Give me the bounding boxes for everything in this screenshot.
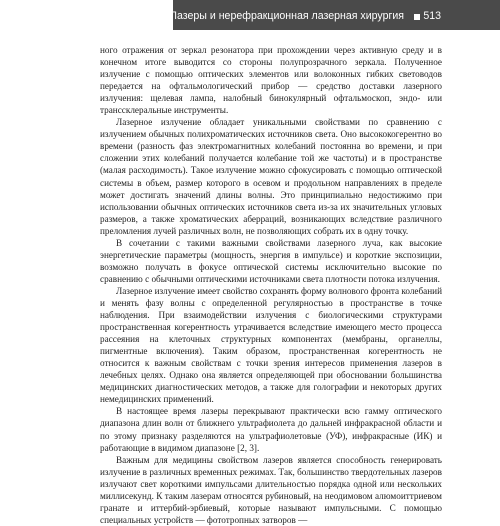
paragraph: В настоящее время лазеры перекрывают практически всю гамму оптического диапазона длин волн от ближнего ультрафиолета до дальней инфракрасной области и по этому признаку разделяются на ультрафиолетовые (УФ), инфракрасные (ИК) и работающие в видимом диапазоне [2, 3]. [100, 406, 442, 453]
paragraph: Лазерное излучение имеет свойство сохранять форму волнового фронта колебаний и менять фазу волны с определенной регулярностью в пространстве в точке наблюдения. При взаимодействии излучения с биологическими структурами пространственная когерентность утрачивается вследствие имеющего место процесса рассеяния на клеточных структурных компонентах (мембраны, органеллы, пигментные включения). Таким образом, пространственная когерентность не относится к важным свойствам с точки зрения интересов применения лазеров в лечебных целях. Однако она является определяющей при обосновании большинства медицинских диагностических методов, а также для голографии и некоторых других немедицинских применений. [100, 285, 442, 405]
paragraph: В сочетании с такими важными свойствами лазерного луча, как высокие энергетические параметры (мощность, энергия в импульсе) и короткие экспозиции, возможно получать в фокусе оптической системы исключительно высокие по сравнению с обычными оптическими источниками света плотности потока излучения. [100, 237, 442, 284]
header-title: Лазеры и нерефракционная лазерная хирургия [170, 10, 404, 22]
paragraph: ного отражения от зеркал резонатора при прохождении через активную среду и в конечном итоге выводится со стороны полупрозрачного зеркала. Полученное излучение с помощью оптических элементов или волоконных гибких световодов передается на офтальмологический прибор — средство доставки лазерного излучения: щелевая лампа, налобный бинокулярный офтальмоскоп, эндо- или транссклеральные инструменты. [100, 45, 442, 116]
paragraph: Важным для медицины свойством лазеров является способность генерировать излучение в различных временных режимах. Так, большинство твердотельных лазеров излучают свет короткими импульсами длительностью порядка одной или нескольких миллисекунд. К таким лазерам относятся рубиновый, на неодимовом алюмоиттриевом гранате и иттербий-эрбиевый, которые называют импульсными. С помощью специальных устройств — фототропных затворов — [100, 454, 442, 525]
body-text [100, 44, 442, 526]
square-bullet-icon [414, 14, 420, 20]
paragraph: Лазерное излучение обладает уникальными свойствами по сравнению с излучением обычных полихроматических источников света. Оно высококогерентно во времени (разность фаз электромагнитных колебаний постоянна во времени, и при сложении этих колебаний получается колебание той же частоты) и в пространстве (малая расходимость). Такое излучение можно сфокусировать с помощью оптической системы в объем, размер которого в осевом и продольном направлениях в пределе может достигать значений длины волны. Это принципиально недостижимо при использовании обычных оптических источников света из-за их значительных угловых размеров, а также хроматических аберраций, возникающих вследствие различного преломления лучей различных волн, не позволяющих собрать их в одну точку. [100, 117, 442, 236]
page-number: 513 [423, 10, 441, 22]
running-header [0, 0, 500, 30]
